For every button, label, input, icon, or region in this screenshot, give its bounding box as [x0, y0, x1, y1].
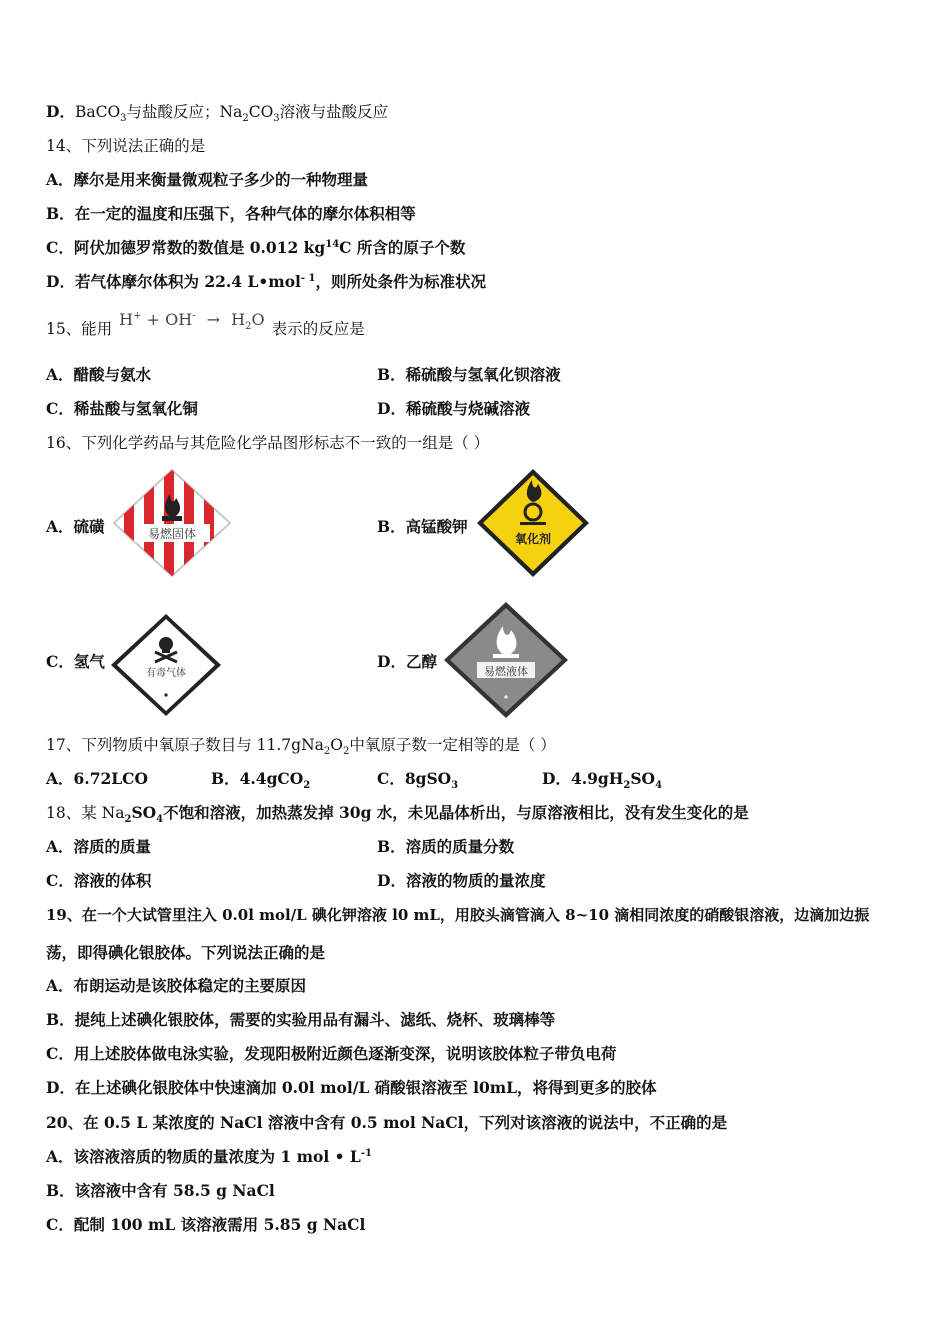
- q16-option-a: A．硫磺: [46, 517, 105, 536]
- q17-stem: 17、下列物质中氧原子数目与 $11.7gNa_2O_2$中氧原子数一定相等的是（ ）: [46, 736, 556, 758]
- q17-option-b: B．4.4gCO$_2$: [211, 769, 311, 792]
- q15-option-d: D．稀硫酸与烧碱溶液: [377, 399, 530, 418]
- ionic-equation: $H^+ + OH^- \to H_2O$: [119, 310, 265, 333]
- q18-option-a: A．溶质的质量: [46, 837, 152, 856]
- q19-option-d: D．在上述碘化银胶体中快速滴加 0.0l mol/L 硝酸银溶液至 l0mL，将得到更多的胶体: [46, 1078, 657, 1097]
- q20-stem: 20、在 0.5 L 某浓度的 NaCl 溶液中含有 0.5 mol NaCl，下列对该溶液的说法中，不正确的是: [46, 1113, 728, 1132]
- q19-option-a: A．布朗运动是该胶体稳定的主要原因: [46, 976, 307, 995]
- q18-option-d: D．溶液的物质的量浓度: [377, 871, 546, 890]
- q17-option-c: C．8gSO$_3$: [377, 769, 459, 792]
- sign-label: 有毒气体: [146, 668, 186, 679]
- q14-stem: 14、下列说法正确的是: [46, 137, 206, 155]
- q20-option-b: B．该溶液中含有 58.5 g NaCl: [46, 1181, 275, 1200]
- sign-label: 易燃固体: [147, 527, 197, 541]
- sign-label: 氧化剂: [514, 532, 552, 546]
- q15-stem: 15、能用 $H^+ + OH^- \to H_2O$ 表示的反应是: [46, 310, 365, 338]
- q16-option-b: B．高锰酸钾: [377, 517, 468, 536]
- q20-option-c: C．配制 100 mL 该溶液需用 5.85 g NaCl: [46, 1215, 366, 1234]
- q17-option-a: A．6.72LCO: [46, 769, 149, 788]
- q17-option-d: D．$4.9gH_2SO_4$: [542, 769, 663, 792]
- q14-option-d: D．若气体摩尔体积为 22.4 L•mol$^{- 1}$，则所处条件为标准状况: [46, 272, 487, 291]
- q16-option-c: C．氢气: [46, 652, 105, 671]
- sign-label: 易燃液体: [484, 665, 528, 678]
- q15-option-c: C．稀盐酸与氢氧化铜: [46, 399, 198, 418]
- q14-option-a: A．摩尔是用来衡量微观粒子多少的一种物理量: [46, 170, 369, 189]
- q15-option-a: A．醋酸与氨水: [46, 365, 152, 384]
- q18-option-b: B．溶质的质量分数: [377, 837, 515, 856]
- q20-option-a: A．该溶液溶质的物质的量浓度为 1 mol • $L^{-1}$: [46, 1147, 372, 1166]
- q19-stem-line2: 荡，即得碘化银胶体。下列说法正确的是: [46, 943, 326, 962]
- toxic-gas-sign: [108, 612, 224, 718]
- oxidizer-sign: [474, 466, 592, 580]
- q18-option-c: C．溶液的体积: [46, 871, 152, 890]
- q19-stem-line1: 19、在一个大试管里注入 0.0l mol/L 碘化钾溶液 l0 mL，用胶头滴管滴入 8~10 滴相同浓度的硝酸银溶液，边滴加边振: [46, 906, 870, 924]
- flammable-liquid-sign: [441, 600, 571, 720]
- flammable-solid-sign: [110, 466, 234, 580]
- q15-option-b: B．稀硫酸与氢氧化钡溶液: [377, 365, 561, 384]
- q16-option-d: D．乙醇: [377, 652, 437, 671]
- q18-stem: 18、某 $Na_2SO_4$不饱和溶液，加热蒸发掉 30g 水，未见晶体析出，与原溶液相比，没有发生变化的是: [46, 803, 749, 826]
- q16-stem: 16、下列化学药品与其危险化学品图形标志不一致的一组是（ ）: [46, 434, 490, 452]
- q19-option-b: B．提纯上述碘化银胶体，需要的实验用品有漏斗、滤纸、烧杯、玻璃棒等: [46, 1010, 556, 1029]
- q14-option-b: B．在一定的温度和压强下，各种气体的摩尔体积相等: [46, 204, 416, 223]
- q14-option-c: C．阿伏加德罗常数的数值是 0.012 $kg^{14}C$ 所含的原子个数: [46, 238, 466, 257]
- q13-option-d: D．BaCO$_3$与盐酸反应；$Na_2CO_3$溶液与盐酸反应: [46, 102, 389, 125]
- q19-option-c: C．用上述胶体做电泳实验，发现阳极附近颜色逐渐变深，说明该胶体粒子带负电荷: [46, 1044, 617, 1063]
